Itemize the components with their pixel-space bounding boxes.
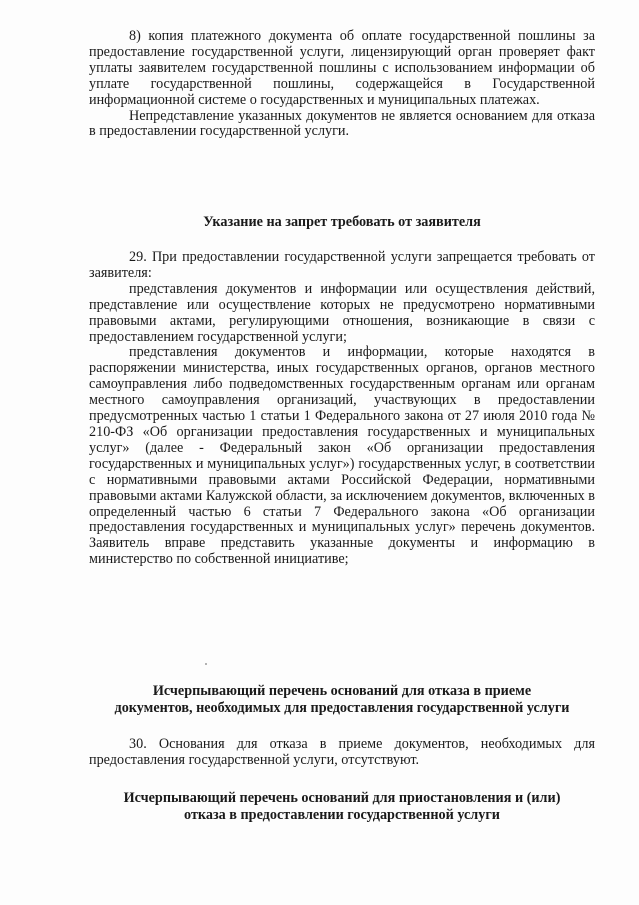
paragraph-item-29-intro: 29. При предоставлении государственной услуги запрещается требовать от заявителя:	[89, 249, 595, 281]
paragraph-item-29-b: представления документов и информации, которые находятся в распоряжении министерства, иных государственных органов, органов местного самоуправления либо подведомственных государственным органам или органам местного самоуправления организаций, участвующих в предоставлении предусмотренных частью 1 статьи 1 Федерального закона от 27 июля 2010 года № 210-ФЗ «Об организации предоставления государственных и муниципальных услуг» (далее - Федеральный закон «Об организации предоставления государственных и муниципальных услуг») государственных услуг, в соответствии с нормативными правовыми актами Российской Федерации, нормативными правовыми актами Калужской области, за исключением документов, включенных в определенный частью 6 статьи 7 Федерального закона «Об организации предоставления государственных и муниципальных услуг» перечень документов. Заявитель вправе представить указанные документы и информацию в министерство по собственной инициативе;	[89, 344, 595, 568]
heading-prohibition: Указание на запрет требовать от заявителя	[203, 214, 481, 230]
heading-refusal-line-2: документов, необходимых для предоставления государственной услуги	[114, 699, 570, 716]
paragraph-item-8: 8) копия платежного документа об оплате государственной пошлины за предоставление государственной услуги, лицензирующий орган проверяет факт уплаты заявителем государственной пошлины с использованием информации об уплате государственной пошлины, содержащейся в Государственной информационной системе о государственных и муниципальных платежах.	[89, 28, 595, 108]
item-8-block	[89, 29, 595, 140]
paragraph-item-30: 30. Основания для отказа в приеме документов, необходимых для предоставления государственной услуги, отсутствуют.	[89, 736, 595, 768]
scan-speck	[205, 663, 207, 665]
paragraph-item-29-a: представления документов и информации или осуществления действий, представление или осуществление которых не предусмотрено нормативными правовыми актами, регулирующими отношения, возникающие в связи с предоставлением государственной услуги;	[89, 280, 595, 345]
item-29-block	[89, 250, 595, 568]
heading-suspension-line-1: Исчерпывающий перечень оснований для приостановления и (или)	[123, 790, 561, 806]
heading-suspension-line-2: отказа в предоставлении государственной услуги	[184, 806, 500, 823]
item-30-block	[89, 737, 595, 769]
heading-refusal	[89, 683, 595, 716]
paragraph-non-submission: Непредставление указанных документов не является основанием для отказа в предоставлении государственной услуги.	[89, 107, 595, 140]
heading-suspension	[89, 790, 595, 823]
heading-refusal-line-1: Исчерпывающий перечень оснований для отказа в приеме	[152, 683, 532, 699]
